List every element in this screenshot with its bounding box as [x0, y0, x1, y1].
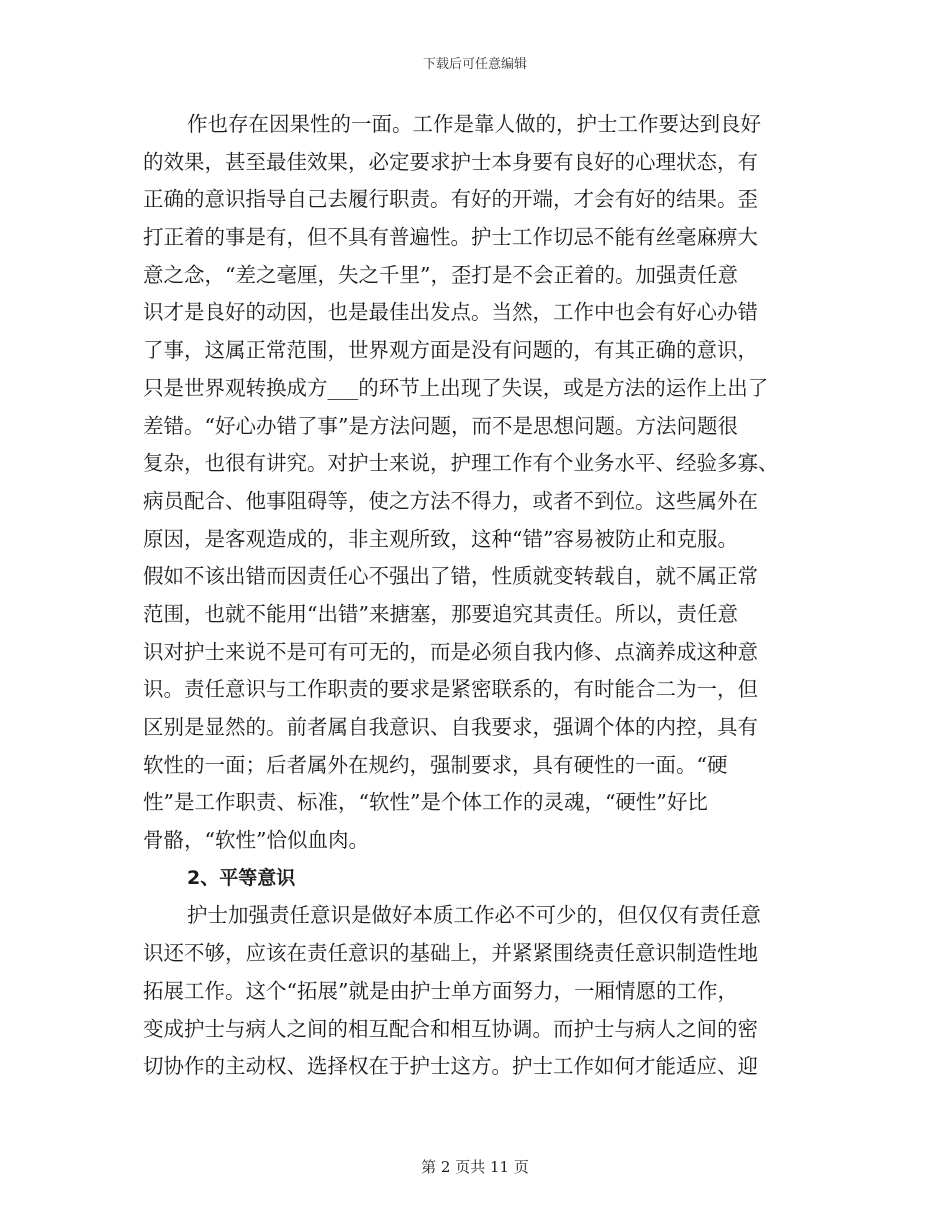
text-line: 只是世界观转换成方___的环节上出现了失误，或是方法的运作上出了 [143, 375, 769, 400]
text-line: 的效果，甚至最佳效果，必定要求护士本身要有良好的心理状态，有 [143, 149, 758, 174]
text-line: 区别是显然的。前者属自我意识、自我要求，强调个体的内控，具有 [143, 715, 758, 739]
text-line: 意之念，“差之毫厘，失之千里”，歪打是不会正着的。加强责任意 [143, 262, 738, 287]
text-line: 复杂，也很有讲究。对护士来说，护理工作有个业务水平、经验多寡、 [143, 451, 779, 476]
page-header: 下载后可任意编辑 [422, 57, 527, 72]
text-line: 变成护士与病人之间的相互配合和相互协调。而护士与病人之间的密 [143, 1016, 758, 1041]
text-line: 原因，是客观造成的，非主观所致，这种“错”容易被防止和克服。 [143, 526, 738, 551]
text-line: 作也存在因果性的一面。工作是靠人做的，护士工作要达到良好 [187, 112, 761, 136]
text-line: 护士加强责任意识是做好本质工作必不可少的，但仅仅有责任意 [187, 903, 761, 928]
text-line: 打正着的事是有，但不具有普遍性。护士工作切忌不能有丝毫麻痹大 [143, 225, 758, 250]
text-line: 识才是良好的动因，也是最佳出发点。当然，工作中也会有好心办错 [143, 300, 758, 325]
text-line: 了事，这属正常范围，世界观方面是没有问题的，有其正确的意识， [143, 338, 758, 363]
text-line: 差错。“好心办错了事”是方法问题，而不是思想问题。方法问题很 [143, 413, 738, 438]
text-line: 病员配合、他事阻碍等，使之方法不得力，或者不到位。这些属外在 [143, 488, 758, 513]
text-line: 软性的一面；后者属外在规约，强制要求，具有硬性的一面。“硬 [143, 752, 728, 777]
text-line: 切协作的主动权、选择权在于护士这方。护士工作如何才能适应、迎 [143, 1054, 758, 1079]
text-line: 识对护士来说不是可有可无的，而是必须自我内修、点滴养成这种意 [143, 639, 758, 664]
page-footer: 第 2 页共 11 页 [421, 1158, 529, 1176]
text-line: 识还不够，应该在责任意识的基础上，并紧紧围绕责任意识制造性地 [143, 941, 758, 966]
text-line: 假如不该出错而因责任心不强出了错，性质就变转载自，就不属正常 [143, 564, 758, 589]
text-line: 拓展工作。这个“拓展”就是由护士单方面努力，一厢情愿的工作， [143, 978, 738, 1003]
text-line: 识。责任意识与工作职责的要求是紧密联系的，有时能合二为一，但 [143, 677, 758, 702]
text-line: 性”是工作职责、标准，“软性”是个体工作的灵魂，“硬性”好比 [143, 790, 708, 815]
text-line: 正确的意识指导自己去履行职责。有好的开端，才会有好的结果。歪 [143, 187, 758, 212]
text-line: 范围，也就不能用“出错”来搪塞，那要追究其责任。所以，责任意 [143, 601, 738, 626]
section-heading: 2、平等意识 [187, 866, 296, 889]
text-line: 骨骼，“软性”恰似血肉。 [143, 828, 369, 853]
document-body [143, 106, 803, 1086]
